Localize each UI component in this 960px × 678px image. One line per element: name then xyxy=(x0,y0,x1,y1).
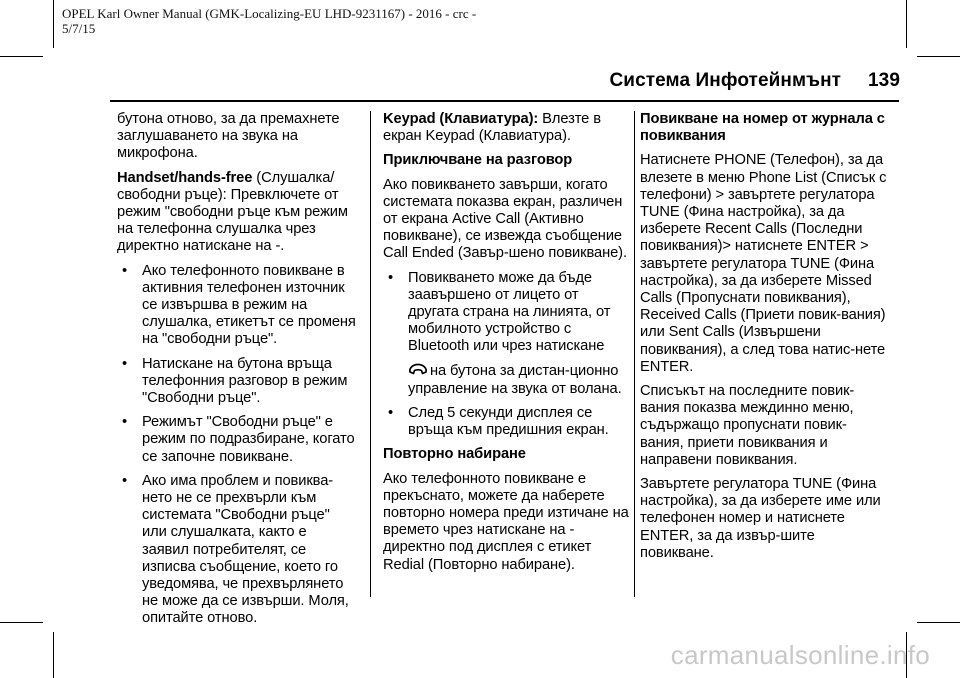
paragraph: Завъртете регулатора TUNE (Фина настройка), за да изберете име или телефонен номер и натиснете ENTER, за да извър-шите повикване. xyxy=(640,476,881,561)
section-title: Система Инфотейнмънт xyxy=(609,70,842,91)
page-number: 139 xyxy=(867,70,900,91)
section-heading: Повторно набиране xyxy=(383,446,526,463)
phone-handset-icon xyxy=(408,363,428,381)
column-1 xyxy=(117,111,357,635)
crop-mark xyxy=(906,0,907,48)
paragraph-keypad xyxy=(383,111,629,145)
bullet-item: • Ако телефонното повикване в активния телефонен източник се извършва в режим на слушалка, етикетът се променя на "свободни ръце". xyxy=(117,263,357,349)
crop-mark xyxy=(917,56,960,57)
bullet-continuation-text: на бутона за дистан-ционно управление на звука от волана. xyxy=(408,362,622,397)
paragraph: бутона отново, за да премахнете заглушаването на звука на микрофона. xyxy=(117,111,340,162)
column-3 xyxy=(640,111,890,569)
term-keypad: Keypad (Клавиатура): xyxy=(383,111,539,127)
page-header xyxy=(560,70,900,92)
section-heading: Приключване на разговор xyxy=(383,152,573,169)
bullet-item: • Натискане на бутона връща телефонния разговор в режим "Свободни ръце". xyxy=(117,356,357,408)
paragraph-handset xyxy=(117,170,357,256)
crop-mark xyxy=(0,56,43,57)
paragraph: Ако повикването завърши, когато системата показва екран, различен от екрана Active Call (Активно повикване), се извежда съобщение Call Ended (Завър-шено повикване). xyxy=(383,176,627,262)
column-divider xyxy=(634,111,635,597)
bullet-item: • Режимът "Свободни ръце" е режим по подразбиране, когато се започне повикване. xyxy=(117,414,357,466)
crop-mark xyxy=(0,622,43,623)
header-rule xyxy=(110,100,899,102)
bullet-continuation xyxy=(408,363,629,398)
bullet-item: • Ако има проблем и повиква-нето не се прехвърли към системата "Свободни ръце" или слушалката, както е заявил потребителят, се изписва съобщение, което го уведомява, че прехвърлянето не може да се извърши. Моля, опитайте отново. xyxy=(117,473,357,628)
bullet-item: • След 5 секунди дисплея се връща към предишния екран. xyxy=(383,405,629,439)
paragraph: Ако телефонното повикване е прекъснато, можете да наберете повторно номера преди изтичане на времето чрез натискане на - директно под дисплея с етикет Redial (Повторно набиране). xyxy=(383,470,629,573)
section-heading: Повикване на номер от журнала с повиквания xyxy=(640,111,885,145)
watermark: carmanualsonline.info xyxy=(670,640,930,670)
paragraph: Натиснете PHONE (Телефон), за да влезете в меню Phone List (Списък с телефони) > завъртете регулатора TUNE (Фина настройка), за да изберете Recent Calls (Последни повиквания)> натиснете ENTER > завъртете регулатора TUNE (Фина настройка), за да изберете Missed Calls (Пропуснати повиквания), Received Calls (Приети повик-вания) или Sent Calls (Извършени повиквания), а след това натис-нете ENTER. xyxy=(640,152,887,375)
crop-mark xyxy=(53,0,54,48)
print-meta: OPEL Karl Owner Manual (GMK-Localizing-EU LHD-9231167) - 2016 - crc - 5/7/15 xyxy=(62,6,477,36)
term-description: (Слушалка/ свободни ръце): Превключете от режим "свободни ръце към режим на телефонна слушалка чрез директно натискане на -. xyxy=(117,169,348,255)
term-description: Влезте в екран Keypad (Клавиатура). xyxy=(383,111,601,145)
column-2 xyxy=(383,111,629,581)
paragraph: Списъкът на последните повик-вания показва междинно меню, съдържащо пропуснати повик-вания, приети повиквания и направени повиквания. xyxy=(640,383,855,468)
term-handset: Handset/hands-free xyxy=(117,169,253,186)
column-divider xyxy=(370,111,371,597)
crop-mark xyxy=(917,622,960,623)
bullet-item: • Повикването може да бъде заавършено от лицето от другата страна на линията, от мобилното устройство с Bluetooth или чрез натискане xyxy=(383,270,629,356)
